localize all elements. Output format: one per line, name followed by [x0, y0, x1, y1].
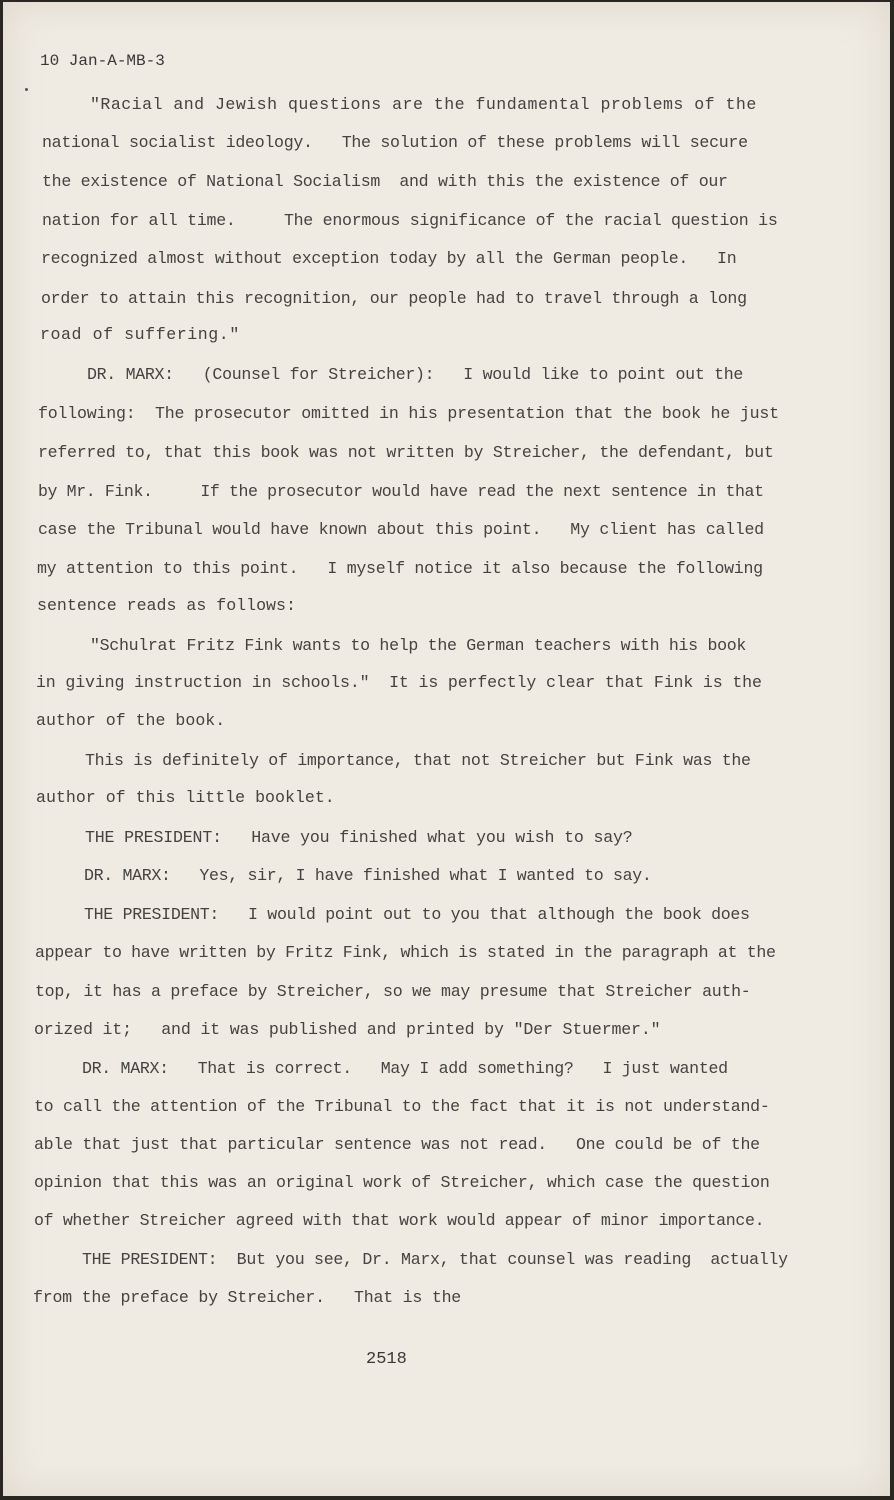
transcript-line: THE PRESIDENT: Have you finished what you wish to say? — [85, 828, 633, 847]
transcript-line: orized it; and it was published and printed by "Der Stuermer." — [34, 1020, 661, 1039]
page-number: 2518 — [366, 1350, 407, 1369]
transcript-line: sentence reads as follows: — [37, 596, 296, 615]
transcript-line: THE PRESIDENT: I would point out to you that although the book does — [84, 905, 750, 924]
transcript-line: "Schulrat Fritz Fink wants to help the German teachers with his book — [90, 636, 747, 655]
transcript-line: following: The prosecutor omitted in his presentation that the book he just — [38, 404, 779, 423]
transcript-line: the existence of National Socialism and with this the existence of our — [42, 172, 728, 191]
transcript-line: to call the attention of the Tribunal to the fact that it is not understand- — [34, 1097, 770, 1116]
transcript-line: of whether Streicher agreed with that work would appear of minor importance. — [34, 1211, 765, 1230]
transcript-line: referred to, that this book was not written by Streicher, the defendant, but — [38, 443, 774, 462]
transcript-line: from the preface by Streicher. That is the — [33, 1288, 462, 1307]
transcript-line: appear to have written by Fritz Fink, which is stated in the paragraph at the — [35, 943, 776, 962]
transcript-line: DR. MARX: That is correct. May I add something? I just wanted — [82, 1059, 728, 1078]
transcript-line: "Racial and Jewish questions are the fundamental problems of the — [90, 95, 757, 114]
transcript-line: national socialist ideology. The solution of these problems will secure — [42, 133, 748, 152]
page-identifier: 10 Jan-A-MB-3 — [40, 52, 165, 70]
transcript-line: recognized almost without exception today by all the German people. In — [41, 249, 737, 268]
transcript-line: opinion that this was an original work of Streicher, which case the question — [34, 1173, 770, 1192]
transcript-line: able that just that particular sentence was not read. One could be of the — [34, 1135, 760, 1154]
transcript-line: order to attain this recognition, our people had to travel through a long — [41, 289, 747, 308]
transcript-line: road of suffering." — [40, 325, 240, 344]
transcript-line: by Mr. Fink. If the prosecutor would have read the next sentence in that — [38, 482, 764, 501]
transcript-line: DR. MARX: Yes, sir, I have finished what I wanted to say. — [84, 866, 652, 885]
transcript-line: author of the book. — [36, 711, 226, 730]
transcript-line: case the Tribunal would have known about this point. My client has called — [38, 520, 764, 539]
transcript-line: in giving instruction in schools." It is perfectly clear that Fink is the — [36, 673, 762, 692]
transcript-line: This is definitely of importance, that not Streicher but Fink was the — [85, 751, 751, 770]
transcript-line: author of this little booklet. — [36, 788, 335, 807]
transcript-line: THE PRESIDENT: But you see, Dr. Marx, that counsel was reading actually — [82, 1250, 788, 1269]
transcript-line: top, it has a preface by Streicher, so we may presume that Streicher auth- — [35, 982, 751, 1001]
transcript-line: nation for all time. The enormous significance of the racial question is — [42, 211, 778, 230]
transcript-line: DR. MARX: (Counsel for Streicher): I would like to point out the — [87, 365, 744, 384]
transcript-line: my attention to this point. I myself notice it also because the following — [37, 559, 763, 578]
